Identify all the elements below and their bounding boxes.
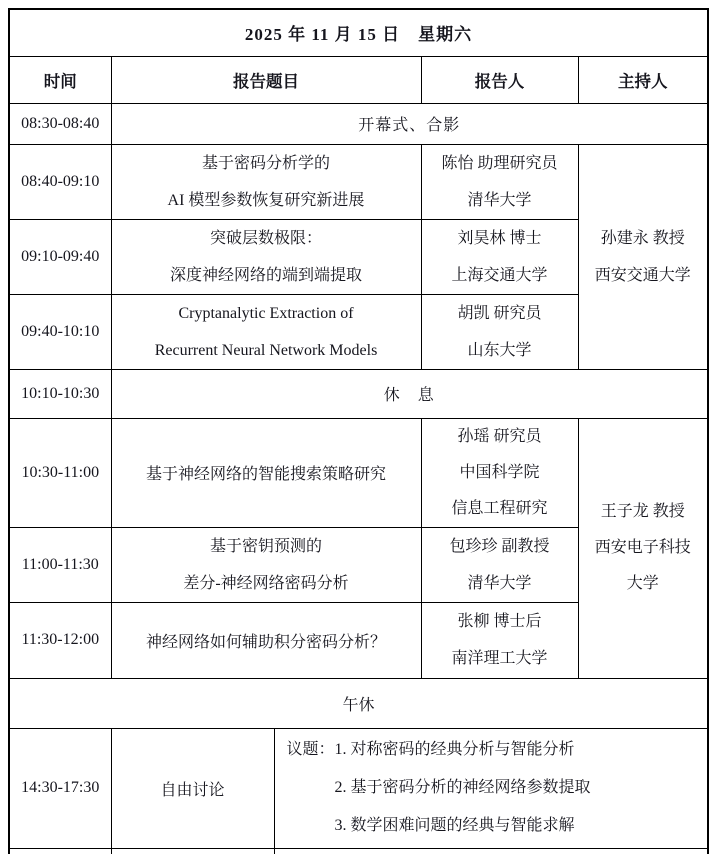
speaker-name: 陈怡 助理研究员 [441,154,558,172]
speaker-cell [421,527,578,602]
speaker-affiliation: 信息工程研究 [451,499,548,517]
speaker-affiliation: 清华大学 [467,574,532,592]
host-name: 孙建永 教授 [600,229,685,247]
content-cell [274,848,708,854]
label-cell [111,848,274,854]
row-talk4 [9,418,708,527]
title-line: Cryptanalytic Extraction of [178,304,354,322]
host-affiliation: 大学 [626,575,659,592]
speaker-affiliation: 中国科学院 [459,463,540,481]
speaker-affiliation: 清华大学 [467,191,532,209]
speaker-cell [421,602,578,678]
time-cell: 08:30-08:40 [9,103,111,144]
title-line: AI 模型参数恢复研究新进展 [167,191,365,209]
speaker-name: 张柳 博士后 [457,613,542,630]
discussion-label-cell: 自由讨论 [111,728,274,848]
speaker-cell [421,219,578,294]
col-header-speaker: 报告人 [421,56,578,103]
title-cell: 神经网络如何辅助积分密码分析？ [111,602,421,678]
row-discussion [9,728,708,848]
row-opening [9,103,708,144]
row-talk1 [9,144,708,219]
title-line: 基于密钥预测的 [209,537,322,555]
col-header-host: 主持人 [578,56,708,103]
col-header-title: 报告题目 [111,56,421,103]
speaker-affiliation: 南洋理工大学 [451,650,548,667]
title-cell: 基于神经网络的智能搜索策略研究 [111,418,421,527]
speaker-cell [421,144,578,219]
speaker-name: 刘昊林 博士 [457,229,542,247]
title-cell [111,219,421,294]
time-cell: 10:30-11:00 [9,418,111,527]
speaker-name: 胡凯 研究员 [457,304,542,322]
title-line: 深度神经网络的端到端提取 [169,266,362,284]
time-cell: 09:10-09:40 [9,219,111,294]
title-line: 突破层数极限： [209,229,322,247]
row-break [9,369,708,418]
discussion-topics-cell [274,728,708,848]
col-header-time: 时间 [9,56,111,103]
date-header: 2025 年 11 月 15 日 星期六 [9,9,708,56]
time-cell: 14:30-17:30 [9,728,111,848]
speaker-affiliation: 上海交通大学 [451,266,548,284]
row-cutoff [9,848,708,854]
host-affiliation: 西安电子科技 [594,539,691,556]
title-cell [111,294,421,369]
speaker-cell [421,294,578,369]
time-cell [9,848,111,854]
time-cell: 08:40-09:10 [9,144,111,219]
title-line: 基于密码分析学的 [201,154,330,172]
topic-line: 议题：1. 对称密码的经典分析与智能分析 [286,741,575,758]
row-lunch [9,678,708,728]
host-cell-session2 [578,418,708,678]
speaker-cell [421,418,578,527]
title-line: Recurrent Neural Network Models [154,341,378,359]
time-cell: 10:10-10:30 [9,369,111,418]
topic-line: 3. 数学困难问题的经典与智能求解 [334,817,575,834]
time-cell: 09:40-10:10 [9,294,111,369]
column-header-row [9,56,708,103]
speaker-name: 孙瑶 研究员 [457,427,542,445]
lunch-cell: 午休 [9,678,708,728]
host-cell-session1 [578,144,708,369]
speaker-affiliation: 山东大学 [467,341,532,359]
time-cell: 11:30-12:00 [9,602,111,678]
title-cell [111,527,421,602]
opening-event-cell: 开幕式、合影 [111,103,708,144]
topic-line: 2. 基于密码分析的神经网络参数提取 [334,779,591,796]
break-event-cell: 休 息 [111,369,708,418]
title-line: 差分-神经网络密码分析 [183,574,349,592]
host-affiliation: 西安交通大学 [594,266,691,284]
speaker-name: 包珍珍 副教授 [449,537,550,555]
title-cell [111,144,421,219]
time-cell: 11:00-11:30 [9,527,111,602]
date-header-row [9,9,708,56]
host-name: 王子龙 教授 [600,503,685,520]
conference-schedule-table [8,8,709,854]
